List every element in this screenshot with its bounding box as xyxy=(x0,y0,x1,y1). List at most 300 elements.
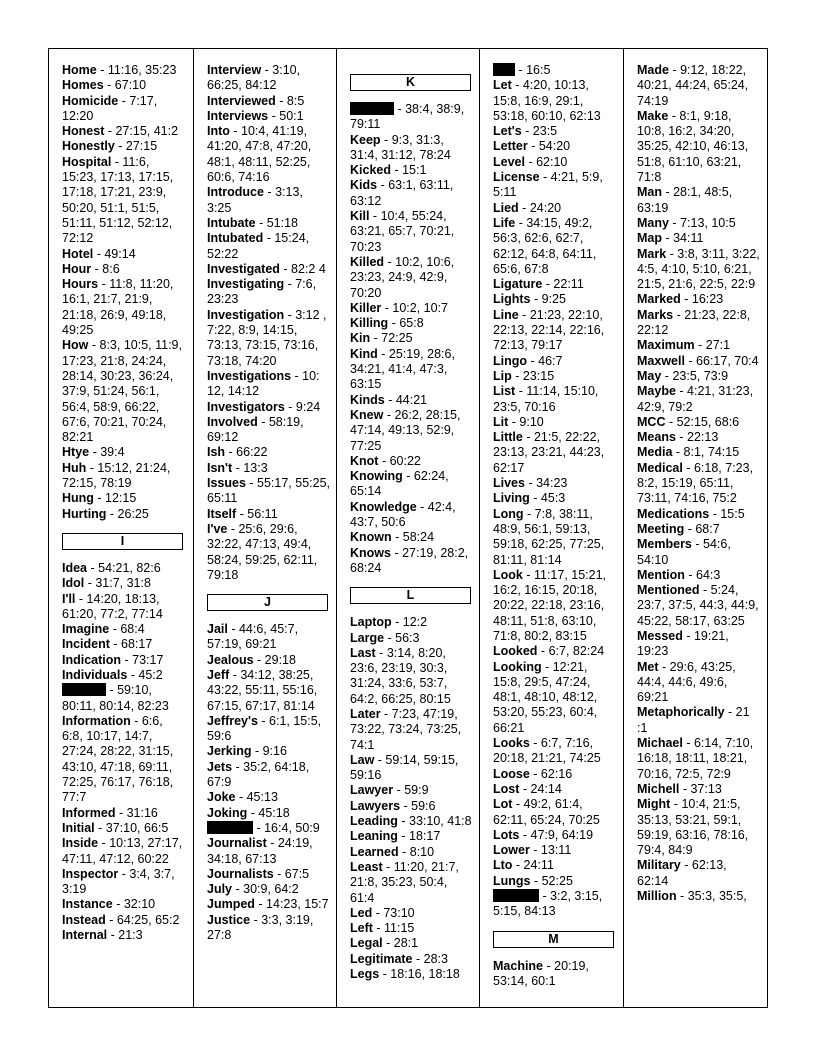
page-line-references: 50:1 xyxy=(279,108,304,123)
index-term: Maybe xyxy=(637,384,676,399)
index-term: Means xyxy=(637,430,676,445)
index-term: Joking xyxy=(207,805,248,820)
page-line-references: 16:5 xyxy=(526,63,551,77)
index-entry: Journalists - 67:5 xyxy=(207,866,310,881)
page-line-references: 64:25, 65:2 xyxy=(116,912,180,927)
page-line-references: 7:17, 12:20 xyxy=(62,93,158,123)
index-term: Joke xyxy=(207,790,236,805)
page-line-references: 7:8, 38:11, 48:9, 56:1, 59:13, 59:18, 62:25, 77:25, 81:11, 81:14 xyxy=(493,506,605,567)
page-line-references: 42:4, 43:7, 50:6 xyxy=(350,499,456,530)
index-term: Introduce xyxy=(207,185,264,200)
index-entry: Michael - 6:14, 7:10, 16:18, 18:11, 18:21, 70:16, 72:5, 72:9 xyxy=(637,736,754,781)
index-entry: Hour - 8:6 xyxy=(62,261,120,276)
index-term: Looks xyxy=(493,736,530,751)
index-term: Knows xyxy=(350,545,391,560)
index-term: Looked xyxy=(493,644,538,659)
index-entry: Investigating - 7:6, 23:23 xyxy=(207,277,317,307)
index-column-4 xyxy=(480,49,624,1007)
index-entry: Killer - 10:2, 10:7 xyxy=(350,300,448,315)
page-line-references: 56:3 xyxy=(395,630,420,645)
page-line-references: 21:23, 22:10, 22:13, 22:14, 22:16, 72:13, 79:17 xyxy=(493,307,605,353)
index-term: Lto xyxy=(493,858,513,873)
index-entry: Marks - 21:23, 22:8, 22:12 xyxy=(637,307,751,338)
index-entry: Instance - 32:10 xyxy=(62,897,156,912)
page-line-references: 30:9, 64:2 xyxy=(243,882,299,897)
index-entry: Known - 58:24 xyxy=(350,530,435,545)
index-entry: Homes - 67:10 xyxy=(62,78,147,93)
index-term: Medications xyxy=(637,506,710,521)
index-entry: Lights - 9:25 xyxy=(493,292,566,307)
index-term: Metaphorically xyxy=(637,705,725,720)
index-term: Intubated xyxy=(207,231,264,246)
index-entry: Letter - 54:20 xyxy=(493,139,571,154)
index-term: Killer xyxy=(350,300,382,315)
index-entry: Initial - 37:10, 66:5 xyxy=(62,820,169,835)
index-term: Mentioned xyxy=(637,583,700,598)
index-entry: Hurting - 26:25 xyxy=(62,506,149,521)
index-term: Legitimate xyxy=(350,951,413,966)
index-term: Interview xyxy=(207,63,262,77)
index-term: Indication xyxy=(62,652,122,667)
index-entry: Marked - 16:23 xyxy=(637,292,724,307)
page-line-references: 10:13, 27:17, 47:11, 47:12, 60:22 xyxy=(62,836,183,866)
index-term: Jets xyxy=(207,759,233,774)
page-line-references: 10:2, 10:6, 23:23, 24:9, 42:9, 70:20 xyxy=(350,254,455,300)
index-term: Many xyxy=(637,215,669,230)
index-term: List xyxy=(493,384,516,399)
index-term: Into xyxy=(207,124,230,139)
index-term: Imagine xyxy=(62,622,110,637)
page-line-references: 35:2, 64:18, 67:9 xyxy=(207,759,310,790)
page-line-references: 4:20, 10:13, 15:8, 16:9, 29:1, 53:18, 60:10, 62:13 xyxy=(493,78,601,123)
index-entry: Legs - 18:16, 18:18 xyxy=(350,967,460,982)
index-entry: Lit - 9:10 xyxy=(493,414,544,429)
page-line-references: 34:11 xyxy=(673,231,704,246)
index-entry: Investigated - 82:2 4 xyxy=(207,261,326,276)
index-entry: Looked - 6:7, 82:24 xyxy=(493,644,605,659)
index-column-3 xyxy=(337,49,480,1007)
page-line-references: 73:10 xyxy=(383,905,415,920)
page-line-references: 14:23, 15:7 xyxy=(266,897,329,912)
index-entry: Kicked - 15:1 xyxy=(350,163,427,178)
index-entry: Hospital - 11:6, 15:23, 17:13, 17:15, 17:18, 17:21, 23:9, 50:20, 51:1, 51:5, 51:11, 51:12, 52:12, 72:12 xyxy=(62,154,174,246)
page-line-references: 6:6, 6:8, 10:17, 14:7, 27:24, 28:22, 31:15, 43:10, 47:18, 69:11, 72:25, 76:17, 76:18, 77:7 xyxy=(62,713,174,805)
index-entry: List - 11:14, 15:10, 23:5, 70:16 xyxy=(493,384,599,414)
page-line-references: 6:18, 7:23, 8:2, 15:19, 65:11, 73:11, 74:16, 75:2 xyxy=(637,460,754,506)
index-entry: Killing - 65:8 xyxy=(350,316,424,331)
page-line-references: 62:16 xyxy=(540,766,573,781)
index-entry: Lingo - 46:7 xyxy=(493,353,563,368)
index-term: Lot xyxy=(493,797,513,812)
index-term: Informed xyxy=(62,805,116,820)
index-term: Media xyxy=(637,445,673,460)
index-term: Loose xyxy=(493,766,530,781)
index-term: Legs xyxy=(350,967,380,982)
index-entry: Individuals - 45:2 xyxy=(62,667,163,682)
index-term: Huh xyxy=(62,460,87,475)
index-term: Long xyxy=(493,506,524,521)
index-entry: Isn't - 13:3 xyxy=(207,460,268,475)
page-line-references: 39:4 xyxy=(100,445,125,460)
index-term: Marks xyxy=(637,307,674,322)
page-line-references: 58:24 xyxy=(402,530,435,545)
index-term: Journalist xyxy=(207,836,267,851)
index-term: License xyxy=(493,170,540,185)
index-term: Homes xyxy=(62,78,104,93)
index-term: Level xyxy=(493,154,525,169)
index-entry: Metaphorically - 21 :1 xyxy=(637,705,750,735)
index-page-frame xyxy=(48,48,768,1008)
index-term: Involved xyxy=(207,414,258,429)
page-line-references: 27:15, 41:2 xyxy=(115,124,179,139)
index-entry: Investigation - 3:12 , 7:22, 8:9, 14:15, 73:13, 73:15, 73:16, 73:18, 74:20 xyxy=(207,307,327,368)
page-line-references: 62:13, 62:14 xyxy=(637,858,727,888)
index-entry: Homicide - 7:17, 12:20 xyxy=(62,93,158,123)
index-term: Million xyxy=(637,889,677,904)
index-term: Mention xyxy=(637,567,685,582)
index-term: Justice xyxy=(207,912,251,927)
page-line-references: 14:20, 18:13, 61:20, 77:2, 77:14 xyxy=(62,591,163,621)
page-line-references: 38:4, 38:9, 79:11 xyxy=(350,102,465,132)
page-line-references: 21:23, 22:8, 22:12 xyxy=(637,307,751,338)
index-term: Isn't xyxy=(207,460,233,475)
page-line-references: 11:14, 15:10, 23:5, 70:16 xyxy=(493,384,599,414)
page-line-references: 15:5 xyxy=(720,506,745,521)
index-term: Investigated xyxy=(207,261,280,276)
index-entry: July - 30:9, 64:2 xyxy=(207,882,299,897)
index-entry: Many - 7:13, 10:5 xyxy=(637,215,736,230)
page-line-references: 11:8, 11:20, 16:1, 21:7, 21:9, 21:18, 26:9, 49:18, 49:25 xyxy=(62,277,174,338)
page-line-references: 56:11 xyxy=(247,506,278,521)
index-entry: Killed - 10:2, 10:6, 23:23, 24:9, 42:9, 70:20 xyxy=(350,254,455,300)
index-entry: Left - 11:15 xyxy=(350,921,415,936)
page-line-references: 68:4 xyxy=(120,622,145,637)
page-line-references: 63:1, 63:11, 63:12 xyxy=(350,178,454,208)
page-line-references: 3:12 , 7:22, 8:9, 14:15, 73:13, 73:15, 73:16, 73:18, 74:20 xyxy=(207,307,327,368)
page-line-references: 28:1 xyxy=(393,936,419,951)
index-entry: Intubate - 51:18 xyxy=(207,215,298,230)
page-line-references: 3:4, 3:7, 3:19 xyxy=(62,866,175,897)
index-term: Journalists xyxy=(207,866,274,881)
index-entry: Htye - 39:4 xyxy=(62,445,125,460)
index-entry: Machine - 20:19, 53:14, 60:1 xyxy=(493,958,589,988)
index-term: Looking xyxy=(493,659,542,674)
page-line-references: 25:19, 28:6, 34:21, 41:4, 47:3, 63:15 xyxy=(350,346,455,392)
index-term: Jeffrey's xyxy=(207,713,258,728)
index-entry: Jeffrey's - 6:1, 15:5, 59:6 xyxy=(207,713,322,744)
index-term: Leaning xyxy=(350,829,398,844)
index-term: Mark xyxy=(637,246,667,261)
page-line-references: 49:14 xyxy=(104,246,136,261)
page-line-references: 59:14, 59:15, 59:16 xyxy=(350,752,459,783)
index-entry: Ish - 66:22 xyxy=(207,445,268,460)
index-entry: Leading - 33:10, 41:8 xyxy=(350,814,472,829)
index-entry: Jerking - 9:16 xyxy=(207,744,287,759)
index-term: Instance xyxy=(62,897,113,912)
index-entry: Let - 4:20, 10:13, 15:8, 16:9, 29:1, 53:18, 60:10, 62:13 xyxy=(493,78,601,123)
page-line-references: 11:6, 15:23, 17:13, 17:15, 17:18, 17:21, 23:9, 50:20, 51:1, 51:5, 51:11, 51:12, 52:12, 72:12 xyxy=(62,154,174,246)
page-line-references: 4:21, 5:9, 5:11 xyxy=(493,170,603,200)
page-line-references: 45:18 xyxy=(258,805,290,820)
page-line-references: 52:15, 68:6 xyxy=(676,414,740,429)
index-entry: Let's - 23:5 xyxy=(493,124,558,139)
index-entry: Jail - 44:6, 45:7, 57:19, 69:21 xyxy=(207,622,299,652)
index-entry: Kin - 72:25 xyxy=(350,331,413,346)
index-term: Internal xyxy=(62,928,108,943)
index-term: Individuals xyxy=(62,667,128,682)
page-line-references: 7:23, 47:19, 73:22, 73:24, 73:25, 74:1 xyxy=(350,706,462,752)
page-line-references: 27:15 xyxy=(125,139,158,154)
index-entry: I've - 25:6, 29:6, 32:22, 47:13, 49:4, 58:24, 59:25, 62:11, 79:18 xyxy=(207,521,318,582)
index-entry: Mention - 64:3 xyxy=(637,567,721,582)
index-entry: Mark - 3:8, 3:11, 3:22, 4:5, 4:10, 5:10, 6:21, 21:5, 21:6, 22:5, 22:9 xyxy=(637,246,760,292)
page-line-references: 9:16 xyxy=(262,744,287,759)
page-line-references: 11:17, 15:21, 16:2, 16:15, 20:18, 20:22, 22:18, 23:16, 48:11, 51:8, 63:10, 71:8, 80:2, 83:15 xyxy=(493,567,607,643)
index-term: Map xyxy=(637,231,662,246)
section-letter-heading: J xyxy=(207,594,328,611)
index-entry: Keep - 9:3, 31:3, 31:4, 31:12, 78:24 xyxy=(350,132,451,162)
index-term: Least xyxy=(350,859,383,874)
index-term: Kill xyxy=(350,209,370,224)
index-entry: Maxwell - 66:17, 70:4 xyxy=(637,353,759,368)
index-term: Might xyxy=(637,797,671,812)
index-entry: Might - 10:4, 21:5, 35:13, 53:21, 59:1, 59:19, 63:16, 78:16, 79:4, 84:9 xyxy=(637,797,749,858)
page-line-references: 10: 12, 14:12 xyxy=(207,368,320,399)
page-line-references: 6:7, 82:24 xyxy=(548,644,605,659)
page-line-references: 4:21, 31:23, 42:9, 79:2 xyxy=(637,384,754,414)
page-line-references: 11:15 xyxy=(384,921,415,936)
page-line-references: 49:2, 61:4, 62:11, 65:24, 70:25 xyxy=(493,797,600,827)
index-term: Lights xyxy=(493,292,531,307)
index-entry: Knot - 60:22 xyxy=(350,453,421,468)
index-term: Living xyxy=(493,491,530,506)
index-term: Idol xyxy=(62,576,85,591)
index-entry: Informed - 31:16 xyxy=(62,805,158,820)
page-line-references: 3:10, 66:25, 84:12 xyxy=(207,63,301,93)
index-term: I'll xyxy=(62,591,76,606)
index-entry: Lawyer - 59:9 xyxy=(350,783,429,798)
index-term: Itself xyxy=(207,506,237,521)
index-entry: Interview - 3:10, 66:25, 84:12 xyxy=(207,63,301,93)
index-entry: Intubated - 15:24, 52:22 xyxy=(207,231,310,261)
index-term: Intubate xyxy=(207,215,256,230)
index-term: Lower xyxy=(493,843,530,858)
index-entry: Home - 11:16, 35:23 xyxy=(62,63,177,77)
index-entry: Life - 34:15, 49:2, 56:3, 62:6, 62:7, 62:12, 64:8, 64:11, 65:6, 67:8 xyxy=(493,215,597,276)
index-entry: Investigations - 10: 12, 14:12 xyxy=(207,368,320,399)
page-line-references: 34:12, 38:25, 43:22, 55:11, 55:16, 67:15, 67:17, 81:14 xyxy=(207,667,318,713)
index-entry: Knowledge - 42:4, 43:7, 50:6 xyxy=(350,499,456,530)
index-entry: Honest - 27:15, 41:2 xyxy=(62,124,179,139)
index-term: Met xyxy=(637,659,659,674)
index-entry: Legitimate - 28:3 xyxy=(350,951,448,966)
page-line-references: 54:21, 82:6 xyxy=(98,560,161,575)
index-entry: May - 23:5, 73:9 xyxy=(637,368,729,383)
index-term: Knot xyxy=(350,453,379,468)
index-entry: Lip - 23:15 xyxy=(493,368,555,383)
index-entry: Knowing - 62:24, 65:14 xyxy=(350,469,449,499)
index-entry: Internal - 21:3 xyxy=(62,928,143,943)
index-entry: Incident - 68:17 xyxy=(62,637,153,652)
index-term: Hurting xyxy=(62,506,107,521)
page-line-references: 10:4, 55:24, 63:21, 65:7, 70:21, 70:23 xyxy=(350,209,455,254)
index-term: I've xyxy=(207,521,228,536)
index-term: Investigation xyxy=(207,307,285,322)
page-line-references: 37:13 xyxy=(690,781,722,796)
index-term: Life xyxy=(493,215,516,230)
page-line-references: 18:16, 18:18 xyxy=(390,967,460,982)
index-entry: Michell - 37:13 xyxy=(637,781,722,796)
index-term: Keep xyxy=(350,132,381,147)
index-term: MCC xyxy=(637,414,666,429)
page-line-references: 59:9 xyxy=(404,783,429,798)
index-term: Kin xyxy=(350,331,371,346)
index-entry: Meeting - 68:7 xyxy=(637,521,720,536)
page-line-references: 73:17 xyxy=(132,652,164,667)
index-entry: Kill - 10:4, 55:24, 63:21, 65:7, 70:21, 70:23 xyxy=(350,209,455,254)
page-line-references: 52:25 xyxy=(541,873,573,888)
page-line-references: 7:6, 23:23 xyxy=(207,277,317,307)
index-entry: Map - 34:11 xyxy=(637,231,704,246)
page-line-references: 34:23 xyxy=(536,476,568,491)
index-term: Leading xyxy=(350,814,398,829)
index-term: Ligature xyxy=(493,277,543,292)
index-term: Initial xyxy=(62,820,95,835)
index-entry: Legal - 28:1 xyxy=(350,936,419,951)
page-line-references: 29:18 xyxy=(264,652,296,667)
index-entry: Hotel - 49:14 xyxy=(62,246,136,261)
index-term: Medical xyxy=(637,460,683,475)
index-entry: Military - 62:13, 62:14 xyxy=(637,858,727,888)
index-term: Jealous xyxy=(207,652,254,667)
page-line-references: 33:10, 41:8 xyxy=(409,814,472,829)
index-entry: Justice - 3:3, 3:19, 27:8 xyxy=(207,912,314,943)
index-term: Little xyxy=(493,430,523,445)
index-entry: Media - 8:1, 74:15 xyxy=(637,445,740,460)
index-term: Jumped xyxy=(207,897,255,912)
index-term: Home xyxy=(62,63,97,77)
page-line-references: 24:20 xyxy=(529,200,562,215)
index-term: May xyxy=(637,368,662,383)
index-term: Later xyxy=(350,706,381,721)
page-line-references: 6:7, 7:16, 20:18, 21:21, 74:25 xyxy=(493,736,601,766)
index-entry: Laptop - 12:2 xyxy=(350,615,428,630)
index-term: Htye xyxy=(62,445,90,460)
index-term: Incident xyxy=(62,637,110,652)
index-term: Left xyxy=(350,921,373,936)
page-line-references: 3:14, 8:20, 23:6, 23:19, 30:3, 31:24, 33:6, 53:7, 64:2, 66:25, 80:15 xyxy=(350,645,451,706)
page-line-references: 19:21, 19:23 xyxy=(637,628,729,659)
index-entry: Later - 7:23, 47:19, 73:22, 73:24, 73:25, 74:1 xyxy=(350,706,462,752)
page-line-references: 23:15 xyxy=(522,368,555,383)
page-line-references: 9:25 xyxy=(541,292,566,307)
index-term: Jerking xyxy=(207,744,252,759)
page-line-references: 28:3 xyxy=(423,951,448,966)
index-entry: MCC - 52:15, 68:6 xyxy=(637,414,740,429)
index-term: Idea xyxy=(62,560,88,575)
index-term: Kids xyxy=(350,178,378,193)
page-line-references: 27:1 xyxy=(705,338,731,353)
page-line-references: 28:1, 48:5, 63:19 xyxy=(637,185,733,215)
index-entry: Involved - 58:19, 69:12 xyxy=(207,414,304,445)
page-line-references: 24:19, 34:18, 67:13 xyxy=(207,836,313,866)
page-line-references: 44:21 xyxy=(395,392,428,407)
page-line-references: 8:1, 9:18, 10:8, 16:2, 34:20, 35:25, 42:10, 46:13, 51:8, 61:10, 63:21, 71:8 xyxy=(637,108,749,185)
index-entry: Lost - 24:14 xyxy=(493,781,562,796)
page-line-references: 9:24 xyxy=(295,399,321,414)
index-entry: Hours - 11:8, 11:20, 16:1, 21:7, 21:9, 21:18, 26:9, 49:18, 49:25 xyxy=(62,277,174,338)
index-entry: Inspector - 3:4, 3:7, 3:19 xyxy=(62,866,175,897)
index-term: Ish xyxy=(207,445,226,460)
index-entry: Long - 7:8, 38:11, 48:9, 56:1, 59:13, 59:18, 62:25, 77:25, 81:11, 81:14 xyxy=(493,506,605,567)
page-line-references: 3:8, 3:11, 3:22, 4:5, 4:10, 5:10, 6:21, 21:5, 21:6, 22:5, 22:9 xyxy=(637,246,760,292)
page-line-references: 8:6 xyxy=(102,261,120,276)
page-line-references: 37:10, 66:5 xyxy=(105,820,169,835)
page-line-references: 9:3, 31:3, 31:4, 31:12, 78:24 xyxy=(350,132,451,162)
page-line-references: 58:19, 69:12 xyxy=(207,414,304,445)
index-term: Honest xyxy=(62,124,105,139)
index-entry: Honestly - 27:15 xyxy=(62,139,158,154)
index-entry: Means - 22:13 xyxy=(637,430,719,445)
index-entry: Itself - 56:11 xyxy=(207,506,278,521)
index-term: Investigations xyxy=(207,368,292,383)
index-entry: Messed - 19:21, 19:23 xyxy=(637,628,729,659)
page-line-references: 44:6, 45:7, 57:19, 69:21 xyxy=(207,622,299,652)
page-line-references: 72:25 xyxy=(381,331,413,346)
index-term: Maximum xyxy=(637,338,695,353)
index-entry: Man - 28:1, 48:5, 63:19 xyxy=(637,185,733,215)
index-term: Laptop xyxy=(350,615,392,630)
index-entry: Imagine - 68:4 xyxy=(62,622,145,637)
index-term: Line xyxy=(493,307,519,322)
index-entry: Lto - 24:11 xyxy=(493,858,554,873)
index-term: Jail xyxy=(207,622,228,637)
page-line-references: 31:16 xyxy=(126,805,158,820)
index-entry: Knew - 26:2, 28:15, 47:14, 49:13, 52:9, 77:25 xyxy=(350,407,461,453)
page-line-references: 15:24, 52:22 xyxy=(207,231,310,261)
index-entry: Huh - 15:12, 21:24, 72:15, 78:19 xyxy=(62,460,171,491)
index-term: Hospital xyxy=(62,154,112,169)
index-entry: Medical - 6:18, 7:23, 8:2, 15:19, 65:11, 73:11, 74:16, 75:2 xyxy=(637,460,754,506)
page-line-references: 20:19, 53:14, 60:1 xyxy=(493,958,589,988)
index-term: Issues xyxy=(207,476,246,491)
page-line-references: 15:1 xyxy=(402,163,427,178)
index-entry: Jets - 35:2, 64:18, 67:9 xyxy=(207,759,310,790)
index-entry: Lungs - 52:25 xyxy=(493,873,573,888)
index-term: Homicide xyxy=(62,93,119,108)
index-term: July xyxy=(207,882,233,897)
page-line-references: 9:10 xyxy=(519,414,544,429)
index-term: Members xyxy=(637,537,692,552)
index-entry: Loose - 62:16 xyxy=(493,766,573,781)
index-entry: Look - 11:17, 15:21, 16:2, 16:15, 20:18, 20:22, 22:18, 23:16, 48:11, 51:8, 63:10, 71:8, 80:2, 83:15 xyxy=(493,567,607,643)
index-term: Killed xyxy=(350,254,385,269)
index-term: Lied xyxy=(493,200,519,215)
page-line-references: 5:24, 23:7, 37:5, 44:3, 44:9, 45:22, 58:17, 63:25 xyxy=(637,583,759,628)
index-entry: Last - 3:14, 8:20, 23:6, 23:19, 30:3, 31:24, 33:6, 53:7, 64:2, 66:25, 80:15 xyxy=(350,645,451,706)
index-entry: Inside - 10:13, 27:17, 47:11, 47:12, 60:22 xyxy=(62,836,183,866)
index-entry: Maximum - 27:1 xyxy=(637,338,731,353)
index-term: Knowing xyxy=(350,469,403,484)
index-entry: Joking - 45:18 xyxy=(207,805,290,820)
redacted-index-entry: - 16:5 xyxy=(493,63,617,78)
page-line-references: 68:7 xyxy=(695,521,720,536)
index-entry: Million - 35:3, 35:5, xyxy=(637,889,747,904)
index-entry: Learned - 8:10 xyxy=(350,844,435,859)
index-column-5 xyxy=(624,49,767,1007)
index-entry: Law - 59:14, 59:15, 59:16 xyxy=(350,752,459,783)
page-line-references: 8:10 xyxy=(409,844,435,859)
